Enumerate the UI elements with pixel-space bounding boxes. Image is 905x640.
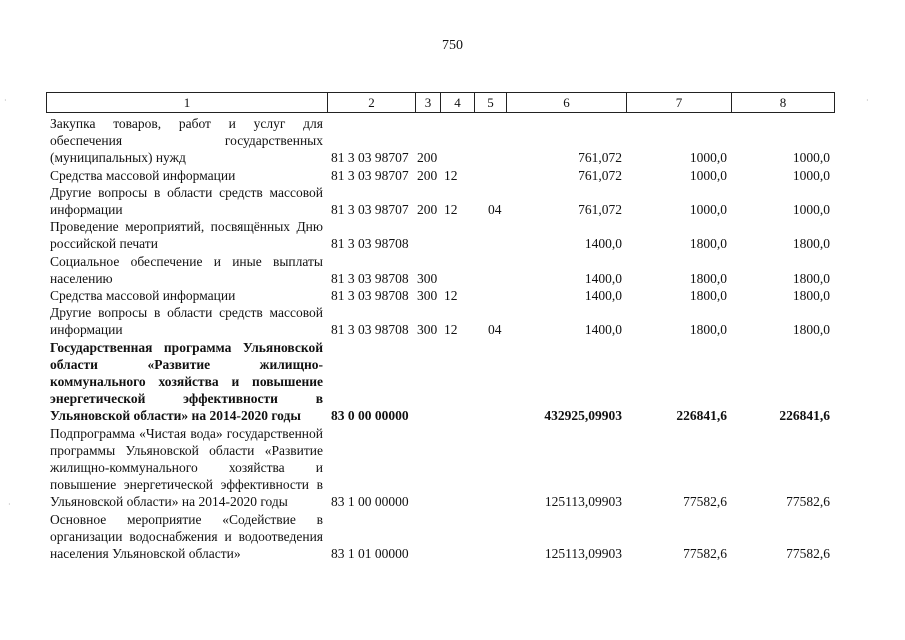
table-row <box>46 287 834 304</box>
row-col4 <box>440 115 474 167</box>
row-col3: 200 <box>417 202 438 218</box>
row-col7: 1800,0 <box>689 322 727 338</box>
row-col4 <box>440 253 474 287</box>
row-code: 81 3 03 98708 <box>331 322 409 338</box>
row-col3 <box>415 511 440 563</box>
row-col7: 1800,0 <box>689 236 727 252</box>
row-name: Государственная программа Ульяновской области «Развитие жилищно-коммунального хозяйства и повышение энергетической эффективности в Ульяновской области» на 2014-2020 годы <box>50 339 323 424</box>
column-header-3: 3 <box>416 93 441 113</box>
row-col8: 1000,0 <box>792 167 830 183</box>
row-name: Основное мероприятие «Содействие в организации водоснабжения и водоотведения населения Ульяновской области» <box>50 511 323 562</box>
table-row <box>46 218 834 252</box>
row-col5 <box>474 167 506 184</box>
row-name: Другие вопросы в области средств массовой информации <box>50 305 323 338</box>
row-name: Социальное обеспечение и иные выплаты населению <box>50 253 323 286</box>
row-code: 81 3 03 98707 <box>331 150 409 166</box>
row-col6: 1400,0 <box>584 270 622 286</box>
row-col8: 77582,6 <box>786 546 830 562</box>
row-col3 <box>415 425 440 511</box>
row-col5 <box>474 253 506 287</box>
row-col7: 1800,0 <box>689 288 727 304</box>
table-row <box>46 511 834 563</box>
row-code: 81 3 03 98707 <box>331 202 409 218</box>
row-col7: 1000,0 <box>689 167 727 183</box>
row-col3: 200 <box>417 150 438 166</box>
row-col8: 77582,6 <box>786 494 830 510</box>
row-code: 83 1 00 00000 <box>331 494 409 510</box>
row-code: 81 3 03 98708 <box>331 270 409 286</box>
row-col5 <box>474 287 506 304</box>
row-col6: 432925,09903 <box>544 408 622 424</box>
row-name: Закупка товаров, работ и услуг для обеспечения государственных (муниципальных) нужд <box>50 116 323 166</box>
column-header-5: 5 <box>475 93 507 113</box>
row-col8: 1800,0 <box>792 270 830 286</box>
column-header-1: 1 <box>47 93 328 113</box>
row-col6: 761,072 <box>578 150 622 166</box>
row-name: Средства массовой информации <box>50 167 236 183</box>
row-col3: 200 <box>417 167 438 183</box>
table-row <box>46 115 834 167</box>
row-col4: 12 <box>444 322 458 338</box>
row-col8: 1000,0 <box>792 150 830 166</box>
row-col6: 1400,0 <box>584 322 622 338</box>
row-col4: 12 <box>444 167 458 183</box>
row-col5: 04 <box>488 202 502 218</box>
row-col8: 1800,0 <box>792 288 830 304</box>
row-code: 83 0 00 00000 <box>331 408 409 424</box>
scan-artifact: · <box>8 500 11 509</box>
column-header-2: 2 <box>328 93 416 113</box>
row-col7: 1000,0 <box>689 202 727 218</box>
row-col4: 12 <box>444 202 458 218</box>
table-row <box>46 304 834 338</box>
row-col5 <box>474 511 506 563</box>
row-col3 <box>415 218 440 252</box>
row-name: Подпрограмма «Чистая вода» государственной программы Ульяновской области «Развитие жилищно-коммунального хозяйства и повышение энергетической эффективности в Ульяновской области» на 2014-2020 годы <box>50 425 323 510</box>
row-col3: 300 <box>417 270 438 286</box>
row-col5 <box>474 218 506 252</box>
row-code: 81 3 03 98708 <box>331 236 409 252</box>
row-col4 <box>440 339 474 425</box>
column-header-row <box>46 92 835 113</box>
row-col3: 300 <box>417 322 438 338</box>
column-header-4: 4 <box>441 93 475 113</box>
row-col5 <box>474 425 506 511</box>
row-col5 <box>474 115 506 167</box>
column-header-8: 8 <box>732 93 835 113</box>
row-col4: 12 <box>444 288 458 304</box>
row-col8: 226841,6 <box>779 408 830 424</box>
row-code: 81 3 03 98708 <box>331 288 409 304</box>
row-col4 <box>440 218 474 252</box>
row-col7: 226841,6 <box>676 408 727 424</box>
table-row <box>46 184 834 218</box>
row-col4 <box>440 511 474 563</box>
row-code: 83 1 01 00000 <box>331 546 409 562</box>
table-row <box>46 339 834 425</box>
row-col8: 1000,0 <box>792 202 830 218</box>
row-col3: 300 <box>417 288 438 304</box>
row-col5: 04 <box>488 322 502 338</box>
row-col7: 77582,6 <box>683 494 727 510</box>
page-number: 750 <box>442 38 463 53</box>
row-code: 81 3 03 98707 <box>331 167 409 183</box>
table-row <box>46 253 834 287</box>
row-col6: 125113,09903 <box>544 546 622 562</box>
scan-artifact: · <box>866 96 869 105</box>
row-col6: 761,072 <box>578 167 622 183</box>
row-name: Средства массовой информации <box>50 288 236 304</box>
row-col6: 1400,0 <box>584 236 622 252</box>
row-col8: 1800,0 <box>792 322 830 338</box>
row-col3 <box>415 339 440 425</box>
row-col4 <box>440 425 474 511</box>
row-col6: 761,072 <box>578 202 622 218</box>
budget-table <box>46 115 834 562</box>
table-row <box>46 167 834 184</box>
row-col7: 77582,6 <box>683 546 727 562</box>
scan-artifact: · <box>4 96 7 105</box>
row-name: Другие вопросы в области средств массовой информации <box>50 184 323 218</box>
table-row <box>46 425 834 511</box>
row-col5 <box>474 339 506 425</box>
row-col7: 1000,0 <box>689 150 727 166</box>
row-col8: 1800,0 <box>792 236 830 252</box>
row-col6: 1400,0 <box>584 288 622 304</box>
column-header-7: 7 <box>627 93 732 113</box>
row-col6: 125113,09903 <box>544 494 622 510</box>
row-col7: 1800,0 <box>689 270 727 286</box>
row-name: Проведение мероприятий, посвящённых Дню российской печати <box>50 219 323 252</box>
column-header-6: 6 <box>507 93 627 113</box>
